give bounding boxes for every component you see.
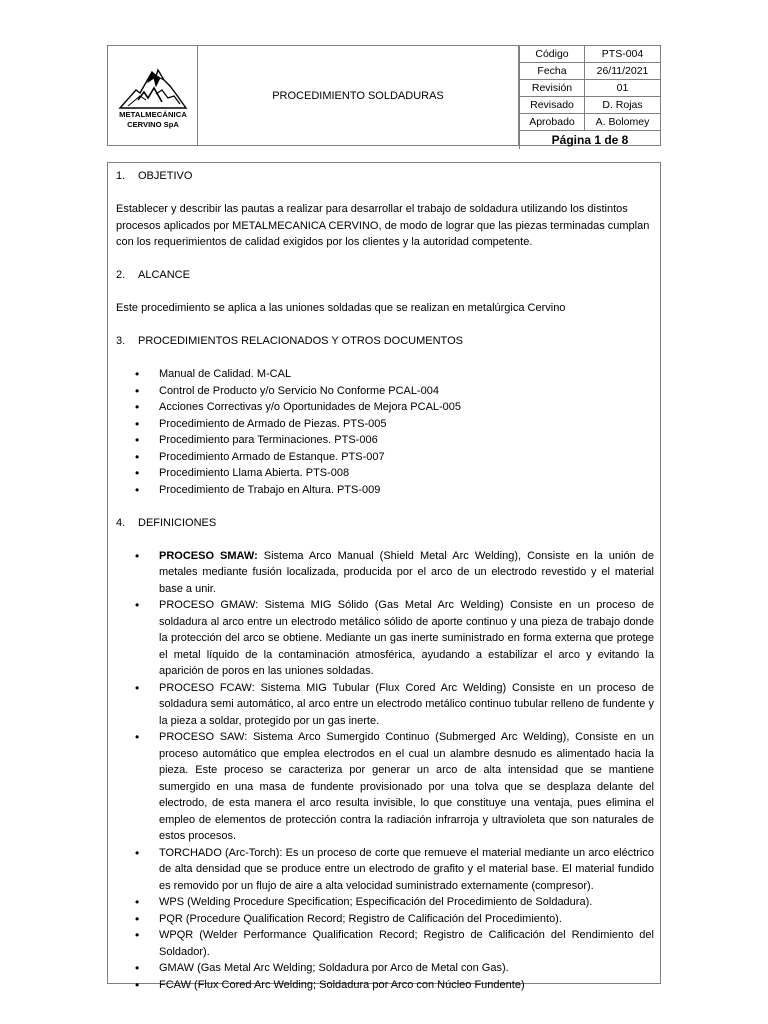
- section-number: 2.: [116, 269, 126, 281]
- list-item: [116, 548, 654, 598]
- meta-row-reviewed: [520, 97, 661, 114]
- meta-value: 26/11/2021: [585, 63, 661, 80]
- definition-text: PROCESO FCAW: Sistema MIG Tubular (Flux Cored Arc Welding) Consiste en un proceso de soldadura semi automático, al arco entre un electrodo metálico continuo tubular relleno de fundente y la pieza a soldar, protegido por un gas inerte.: [159, 681, 654, 727]
- list-item: • Manual de Calidad. M-CAL: [116, 366, 654, 383]
- definition-text: PROCESO SAW: Sistema Arco Sumergido Continuo (Submerged Arc Welding), Consiste en un proceso automático que emplea electrodos en el cual un alambre desnudo es alimentado hacia la pieza. Este proceso se caracteriza por generar un arco de alta intensidad que se mantiene sumergido en una masa de fundente provisionado por una tolva que se desplaza delante del electrodo, de esta manera el arco resulta invisible, lo que constituye una ventaja, pues elimina el empleo de elementos de protección contra la radiación infrarroja y ultravioleta que son naturales de estos procesos.: [159, 731, 654, 842]
- list-item: • Procedimiento para Terminaciones. PTS-006: [116, 432, 654, 449]
- page-number: Página 1 de 8: [520, 131, 661, 150]
- objetivo-paragraph: Establecer y describir las pautas a realizar para desarrollar el trabajo de soldadura utilizando los distintos procesos aplicados por METALMECANICA CERVINO, de modo de lograr que las piezas terminadas cumplan con los requerimientos de calidad exigidos por los clientes y la autoridad competente.: [116, 203, 650, 248]
- definition-text: GMAW (Gas Metal Arc Welding; Soldadura por Arco de Metal con Gas).: [159, 962, 509, 974]
- meta-value: PTS-004: [585, 46, 661, 63]
- mountain-logo-icon: [118, 60, 188, 110]
- definition-term: PROCESO SMAW:: [159, 549, 258, 562]
- list-item: • Procedimiento de Trabajo en Altura. PTS-009: [116, 482, 654, 499]
- section-title: PROCEDIMIENTOS RELACIONADOS Y OTROS DOCUMENTOS: [138, 335, 463, 347]
- list-item: [116, 729, 654, 845]
- list-item: [116, 680, 654, 730]
- definition-text: PQR (Procedure Qualification Record; Registro de Calificación del Procedimiento).: [159, 912, 562, 925]
- section-heading-definiciones: [116, 515, 654, 532]
- definitions-list: [116, 548, 654, 994]
- document-header: [107, 45, 661, 146]
- section-heading-alcance: [116, 267, 654, 284]
- list-item: • Procedimiento Armado de Estanque. PTS-007: [116, 449, 654, 466]
- list-item: • Procedimiento de Armado de Piezas. PTS-005: [116, 416, 654, 433]
- related-documents-list: [116, 366, 654, 498]
- section-title: ALCANCE: [138, 269, 190, 281]
- list-item: [116, 927, 654, 960]
- definition-text: WPQR (Welder Performance Qualification Record; Registro de Calificación del Rendimiento del Soldador).: [159, 929, 654, 958]
- meta-row-date: [520, 63, 661, 80]
- meta-label: Revisado: [520, 97, 585, 114]
- section-heading-objetivo: [116, 168, 654, 185]
- meta-row-revision: [520, 80, 661, 97]
- document-title: PROCEDIMIENTO SOLDADURAS: [198, 46, 519, 145]
- meta-value: A. Bolomey: [585, 114, 661, 131]
- list-item: • Control de Producto y/o Servicio No Conforme PCAL-004: [116, 383, 654, 400]
- section-title: OBJETIVO: [138, 170, 193, 182]
- definition-text: FCAW (Flux Cored Arc Welding; Soldadura por Arco con Núcleo Fundente): [159, 978, 525, 991]
- list-item: [116, 960, 654, 977]
- logo-line2: CERVINO SpA: [127, 120, 179, 129]
- section-heading-documentos: [116, 333, 654, 350]
- list-item: [116, 894, 654, 911]
- alcance-paragraph: Este procedimiento se aplica a las uniones soldadas que se realizan en metalúrgica Cervino: [116, 302, 566, 314]
- definition-text: TORCHADO (Arc-Torch): Es un proceso de corte que remueve el material mediante un arco eléctrico de alta densidad que se produce entre un electrodo de grafito y el material base. El material fundido es removido por un flujo de aire a alta velocidad suministrado externamente (compresor).: [159, 846, 654, 892]
- list-item: • Acciones Correctivas y/o Oportunidades de Mejora PCAL-005: [116, 399, 654, 416]
- meta-label: Fecha: [520, 63, 585, 80]
- meta-value: 01: [585, 80, 661, 97]
- list-item: [116, 845, 654, 895]
- company-logo: [108, 46, 198, 145]
- definition-text: WPS (Welding Procedure Specification; Especificación del Procedimiento de Soldadura).: [159, 896, 593, 908]
- meta-label: Revisión: [520, 80, 585, 97]
- section-number: 3.: [116, 335, 126, 347]
- meta-row-approved: [520, 114, 661, 131]
- definition-text: PROCESO GMAW: Sistema MIG Sólido (Gas Metal Arc Welding) Consiste en un proceso de soldadura al arco entre un electrodo metálico sólido de aporte continuo y una pieza de trabajo donde la protección del arco se obtiene. Mediante un gas inerte suministrado en forma externa que protege el metal líquido de la contaminación atmosférica, ayudando a estabilizar el arco y evitando la aparición de poros en las uniones soldadas.: [159, 599, 654, 677]
- document-meta-table: [519, 46, 660, 149]
- meta-value: D. Rojas: [585, 97, 661, 114]
- list-item: [116, 597, 654, 680]
- section-title: DEFINICIONES: [138, 516, 217, 529]
- document-body: [107, 162, 661, 991]
- meta-label: Aprobado: [520, 114, 585, 131]
- meta-row-page: [520, 131, 661, 150]
- meta-label: Código: [520, 46, 585, 63]
- definition-text: Sistema Arco Manual (Shield Metal Arc Welding), Consiste en la unión de metales mediante fusión localizada, producida por el arco de un electrodo revestido y el material base a unir.: [159, 549, 654, 595]
- list-item: [116, 977, 654, 994]
- meta-row-code: [520, 46, 661, 63]
- section-number: 1.: [116, 170, 126, 182]
- list-item: [116, 911, 654, 928]
- section-number: 4.: [116, 516, 126, 529]
- logo-line1: METALMECÁNICA: [119, 110, 187, 119]
- list-item: • Procedimiento Llama Abierta. PTS-008: [116, 465, 654, 482]
